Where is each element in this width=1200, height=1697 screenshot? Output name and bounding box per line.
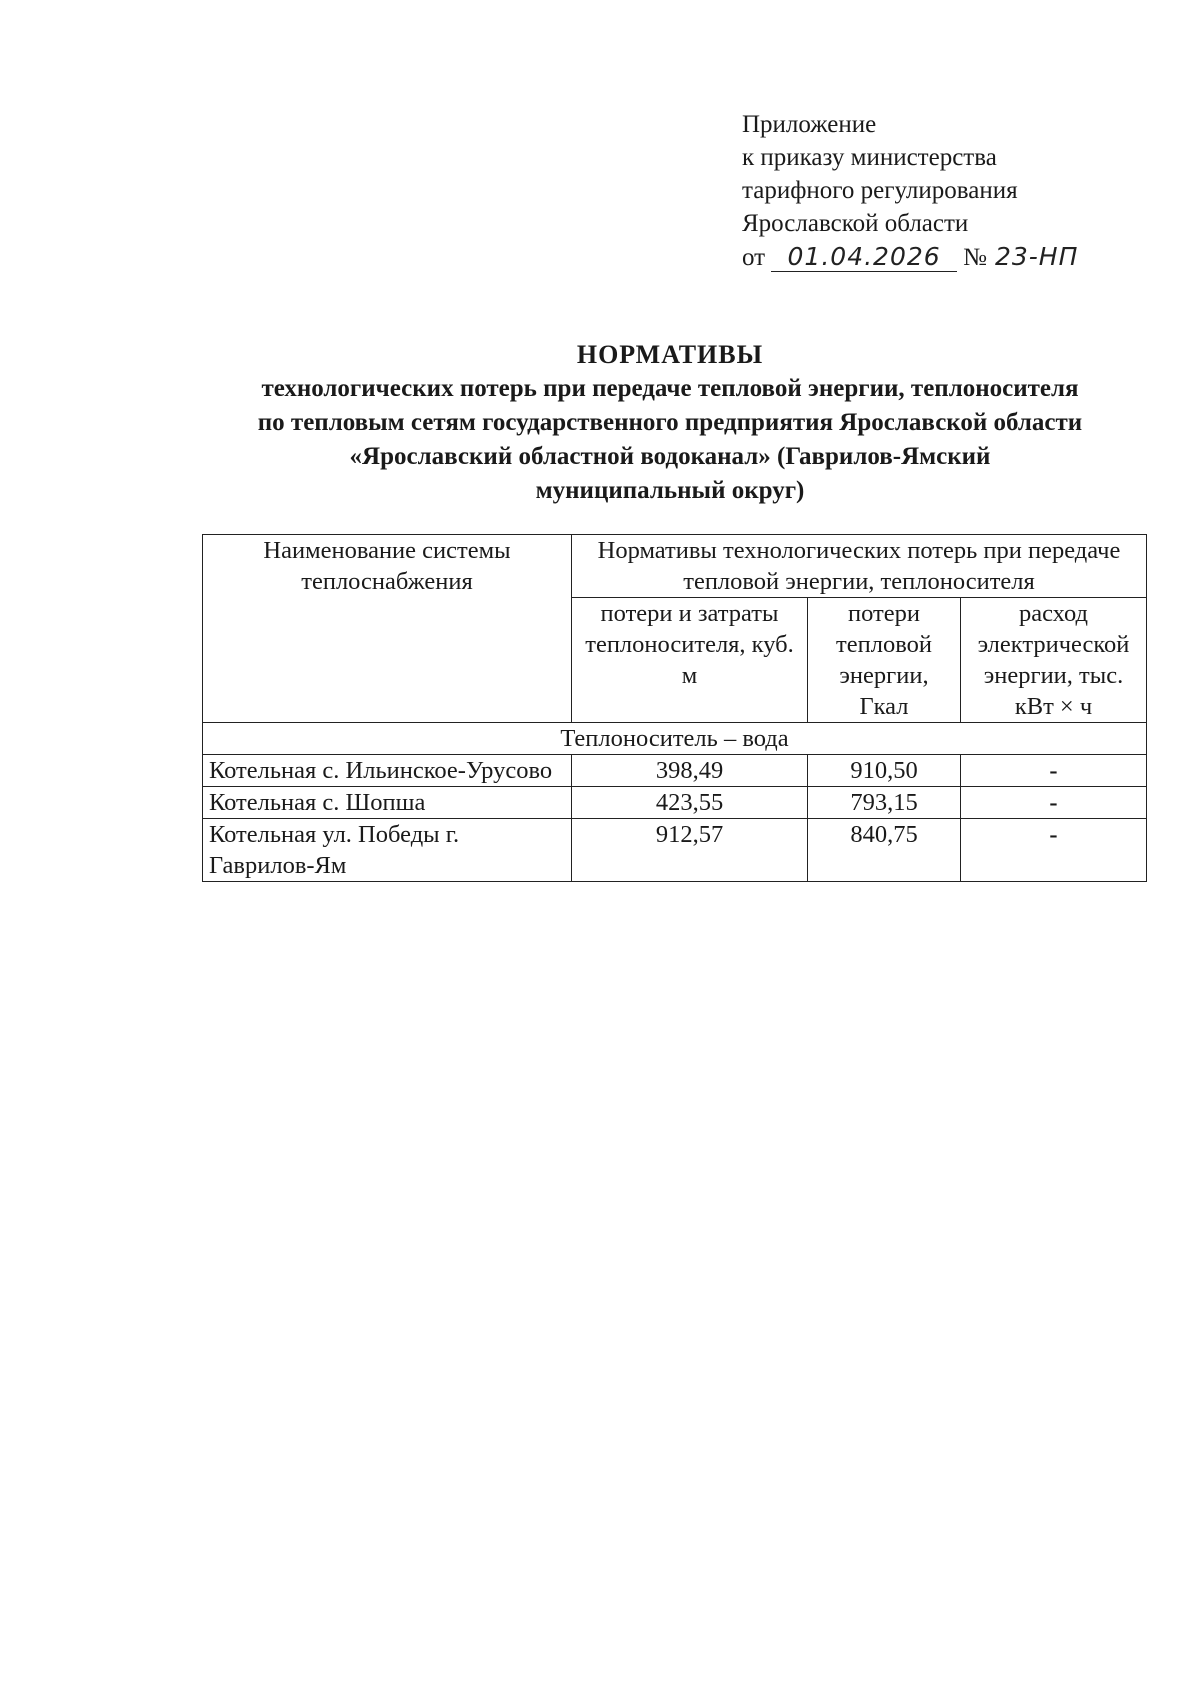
row-name: Котельная с. Ильинское-Урусово xyxy=(203,755,572,787)
table-row xyxy=(203,819,1147,882)
table-row xyxy=(203,787,1147,819)
row-heat: 793,15 xyxy=(808,787,961,819)
row-electric: - xyxy=(961,787,1147,819)
section-row xyxy=(203,723,1147,755)
order-reference xyxy=(742,240,1078,274)
norms-table xyxy=(202,534,1147,882)
from-label: от xyxy=(742,244,766,271)
header-norms-group: Нормативы технологических потерь при передаче тепловой энергии, теплоносителя xyxy=(572,535,1147,598)
row-name: Котельная с. Шопша xyxy=(203,787,572,819)
appendix-line-4: Ярославской области xyxy=(742,210,969,237)
row-electric: - xyxy=(961,819,1147,882)
handwritten-number: 23-НП xyxy=(994,242,1079,271)
row-heat: 910,50 xyxy=(808,755,961,787)
table-row xyxy=(203,755,1147,787)
title-line-3: «Ярославский областной водоканал» (Гаврилов-Ямский xyxy=(349,443,991,470)
row-coolant: 423,55 xyxy=(572,787,808,819)
row-heat: 840,75 xyxy=(808,819,961,882)
title-main: НОРМАТИВЫ xyxy=(576,340,764,369)
row-coolant: 398,49 xyxy=(572,755,808,787)
appendix-line-1: Приложение xyxy=(742,111,877,138)
handwritten-date: 01.04.2026 xyxy=(771,243,957,272)
title-line-4: муниципальный округ) xyxy=(535,477,805,504)
document-title xyxy=(190,338,1150,508)
header-col-heat: потери тепловой энергии, Гкал xyxy=(808,598,961,723)
section-label: Теплоноситель – вода xyxy=(203,723,1147,755)
appendix-line-2: к приказу министерства xyxy=(742,144,997,171)
row-electric: - xyxy=(961,755,1147,787)
title-line-1: технологических потерь при передаче тепловой энергии, теплоносителя xyxy=(261,375,1079,402)
appendix-line-3: тарифного регулирования xyxy=(742,177,1018,204)
title-line-2: по тепловым сетям государственного предприятия Ярославской области xyxy=(257,409,1083,436)
number-label: № xyxy=(963,244,987,271)
appendix-header xyxy=(742,108,1078,274)
header-col-coolant: потери и затраты теплоносителя, куб. м xyxy=(572,598,808,723)
header-system-name: Наименование системы теплоснабжения xyxy=(203,535,572,723)
row-name: Котельная ул. Победы г. Гаврилов-Ям xyxy=(203,819,572,882)
header-col-electric: расход электрической энергии, тыс. кВт × ч xyxy=(961,598,1147,723)
row-coolant: 912,57 xyxy=(572,819,808,882)
table-header-row xyxy=(203,535,1147,598)
